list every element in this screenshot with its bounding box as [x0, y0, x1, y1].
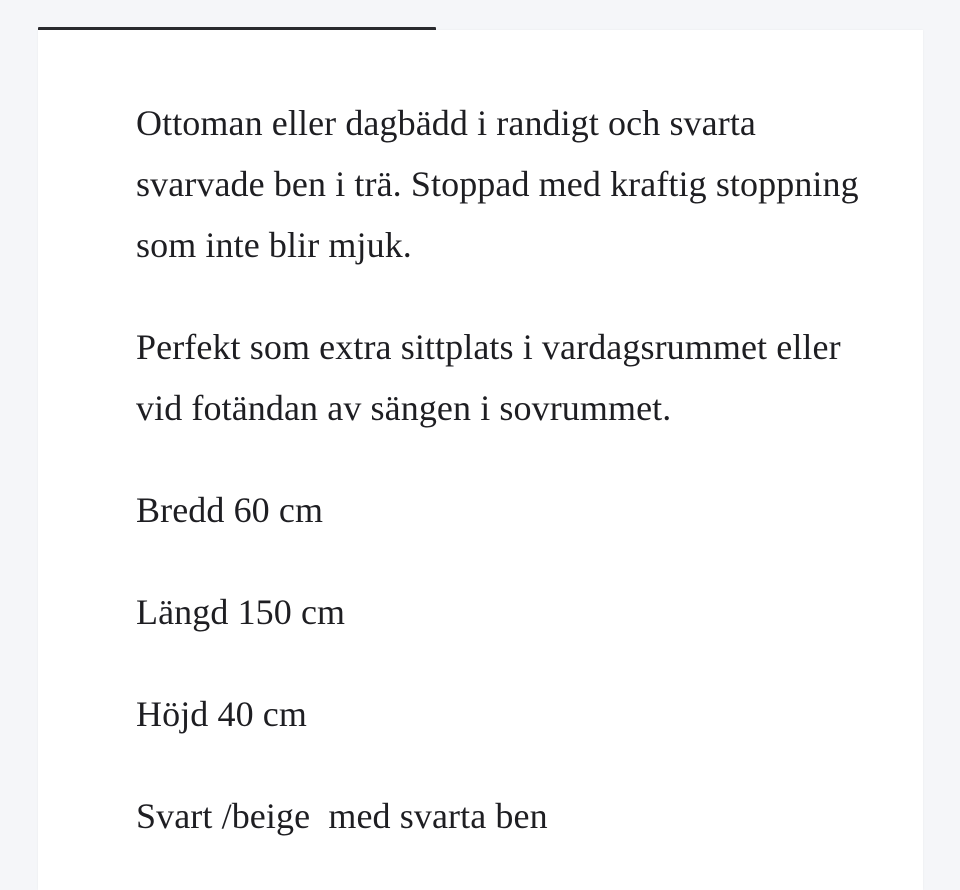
spec-color: Svart /beige med svarta ben [136, 796, 548, 836]
product-description-panel [38, 30, 923, 890]
spec-width: Bredd 60 cm [136, 490, 324, 530]
description-paragraph-intro: Ottoman eller dagbädd i randigt och svarta svarvade ben i trä. Stoppad med kraftig stoppning som inte blir mjuk. [136, 103, 868, 265]
product-description-text [136, 93, 876, 888]
spec-height: Höjd 40 cm [136, 694, 307, 734]
description-paragraph-usage: Perfekt som extra sittplats i vardagsrummet eller vid fotändan av sängen i sovrummet. [136, 327, 850, 428]
spec-length: Längd 150 cm [136, 592, 346, 632]
